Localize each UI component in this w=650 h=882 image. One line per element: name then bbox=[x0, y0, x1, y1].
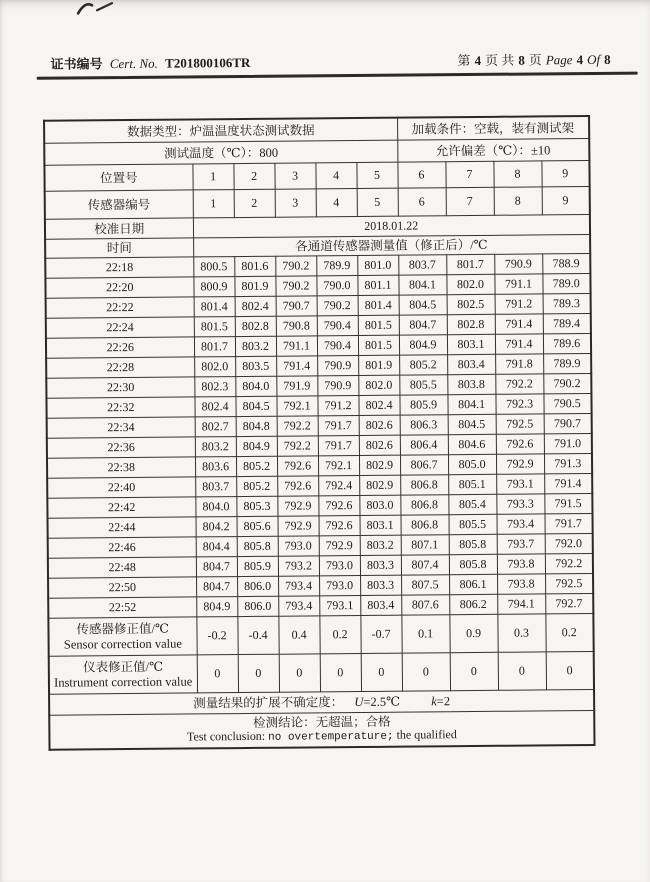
measurement-value: 802.0 bbox=[446, 274, 494, 294]
time-cell: 22:48 bbox=[48, 557, 196, 578]
measurement-value: 804.5 bbox=[448, 414, 496, 434]
measurement-value: 789.9 bbox=[543, 353, 591, 373]
measurement-value: 807.6 bbox=[401, 595, 449, 615]
measurement-value: 801.7 bbox=[194, 337, 235, 357]
test-temperature-cell: 测试温度（℃）：800 bbox=[44, 140, 397, 165]
measurement-value: 804.8 bbox=[236, 416, 277, 436]
calibration-date-label: 校准日期 bbox=[45, 218, 193, 239]
measurement-value: 789.6 bbox=[543, 333, 591, 353]
position-number: 9 bbox=[541, 160, 589, 186]
measurement-value: 805.0 bbox=[448, 454, 496, 474]
measurement-value: 792.9 bbox=[496, 454, 544, 474]
measurement-value: 790.9 bbox=[317, 376, 358, 396]
measurement-value: 804.9 bbox=[196, 597, 237, 617]
page-indicator bbox=[455, 49, 612, 69]
position-number: 5 bbox=[356, 162, 397, 188]
measurement-value: 805.5 bbox=[399, 375, 447, 395]
measurement-value: 793.0 bbox=[319, 575, 360, 595]
sensor-number: 5 bbox=[357, 188, 398, 216]
measurement-value: 805.8 bbox=[237, 536, 278, 556]
measurement-value: 790.0 bbox=[316, 276, 357, 296]
measurement-value: 804.0 bbox=[195, 497, 236, 517]
measurement-value: 791.7 bbox=[318, 416, 359, 436]
measurement-value: 803.6 bbox=[195, 457, 236, 477]
measurement-value: 789.4 bbox=[543, 313, 591, 333]
uncertainty-label: 测量结果的扩展不确定度： bbox=[193, 695, 344, 711]
position-number: 3 bbox=[274, 163, 315, 189]
sensor-correction-label-en: Sensor correction value bbox=[63, 636, 182, 652]
measurement-value: 791.1 bbox=[276, 336, 317, 356]
sensor-correction-label bbox=[48, 617, 196, 656]
measurement-value: 793.0 bbox=[319, 556, 360, 576]
measurement-value: 789.0 bbox=[542, 273, 590, 293]
measurement-value: 805.9 bbox=[399, 395, 447, 415]
measurement-value: 804.5 bbox=[235, 396, 276, 416]
uncertainty-k-symbol: k bbox=[431, 694, 437, 709]
test-data-table bbox=[43, 115, 595, 751]
measurement-value: 801.5 bbox=[194, 317, 235, 337]
measurement-value: 806.2 bbox=[449, 594, 497, 614]
measurement-value: 792.6 bbox=[496, 434, 544, 454]
measurement-value: 805.4 bbox=[448, 494, 496, 514]
measurement-value: 802.7 bbox=[195, 417, 236, 437]
measurement-value: 792.6 bbox=[319, 516, 360, 536]
measurement-value: 806.8 bbox=[400, 495, 448, 515]
sensor-number: 1 bbox=[193, 190, 234, 218]
measurement-value: 791.4 bbox=[276, 356, 317, 376]
page-en-label: Page bbox=[545, 52, 573, 68]
measurement-value: 792.5 bbox=[496, 414, 544, 434]
time-cell: 22:38 bbox=[47, 457, 195, 478]
measurement-value: 793.1 bbox=[496, 474, 544, 494]
data-type-cell: 数据类型：炉温温度状态测试数据 bbox=[44, 118, 397, 144]
calibration-date-value: 2018.01.22 bbox=[193, 214, 590, 237]
sensor-correction-value: 0.2 bbox=[319, 615, 360, 653]
sensor-number: 4 bbox=[316, 189, 357, 217]
measurement-value: 801.4 bbox=[194, 297, 235, 317]
measurement-value: 792.1 bbox=[318, 456, 359, 476]
measurement-value: 803.0 bbox=[359, 495, 400, 515]
measurement-value: 805.8 bbox=[449, 534, 497, 554]
sensor-correction-value: 0.3 bbox=[497, 614, 545, 652]
position-number: 7 bbox=[445, 161, 493, 187]
measurement-value: 806.0 bbox=[237, 596, 278, 616]
measurement-value: 804.1 bbox=[398, 275, 446, 295]
measurement-value: 803.4 bbox=[360, 595, 401, 615]
handwritten-mark bbox=[72, 0, 116, 16]
measurement-value: 803.7 bbox=[195, 477, 236, 497]
instrument-correction-value: 0 bbox=[197, 655, 238, 693]
measurement-value: 804.7 bbox=[196, 577, 237, 597]
measurement-value: 789.3 bbox=[543, 293, 591, 313]
measurement-value: 792.5 bbox=[545, 573, 593, 593]
uncertainty-k-value: =2 bbox=[436, 694, 451, 709]
measurement-value: 791.8 bbox=[495, 354, 543, 374]
measurement-value: 802.8 bbox=[235, 316, 276, 336]
measurement-value: 791.7 bbox=[318, 436, 359, 456]
time-cell: 22:26 bbox=[46, 337, 194, 358]
measurement-value: 791.1 bbox=[494, 274, 542, 294]
measurement-value: 802.5 bbox=[447, 294, 495, 314]
sensor-correction-value: -0.7 bbox=[360, 615, 401, 653]
measurement-value: 805.8 bbox=[449, 554, 497, 574]
measurement-value: 791.2 bbox=[317, 396, 358, 416]
measurement-value: 804.9 bbox=[399, 335, 447, 355]
measurement-value: 793.4 bbox=[278, 596, 319, 616]
measurement-value: 793.4 bbox=[278, 576, 319, 596]
measurement-value: 806.8 bbox=[400, 515, 448, 535]
measurement-value: 802.8 bbox=[447, 314, 495, 334]
instrument-correction-value: 0 bbox=[320, 653, 361, 691]
measurement-value: 801.1 bbox=[357, 275, 398, 295]
page-zh-2: 页 共 bbox=[484, 52, 515, 68]
instrument-correction-value: 0 bbox=[279, 654, 320, 692]
measurement-value: 791.0 bbox=[544, 433, 592, 453]
measurement-value: 805.2 bbox=[399, 355, 447, 375]
position-number: 1 bbox=[192, 164, 233, 190]
allowed-deviation-cell: 允许偏差（℃）：±10 bbox=[397, 138, 589, 162]
measurement-value: 794.1 bbox=[497, 594, 545, 614]
channel-header-cell: 各通道传感器测量值（修正后）/℃ bbox=[193, 234, 590, 256]
time-cell: 22:28 bbox=[46, 357, 194, 378]
measurement-value: 792.9 bbox=[277, 496, 318, 516]
measurement-value: 790.5 bbox=[543, 393, 591, 413]
conclusion-cell bbox=[49, 710, 594, 749]
time-cell: 22:50 bbox=[48, 577, 196, 598]
measurement-value: 804.4 bbox=[196, 537, 237, 557]
measurement-value: 807.4 bbox=[401, 555, 449, 575]
measurement-value: 788.9 bbox=[542, 253, 590, 273]
sensor-correction-row bbox=[48, 613, 593, 656]
time-rows bbox=[45, 253, 593, 618]
uncertainty-u-value: =2.5℃ bbox=[363, 694, 401, 709]
page-total: 8 bbox=[518, 52, 525, 68]
sensor-correction-value: -0.4 bbox=[237, 616, 278, 654]
page-total-en: 8 bbox=[603, 51, 611, 67]
measurement-value: 803.2 bbox=[360, 535, 401, 555]
measurement-value: 790.2 bbox=[275, 256, 316, 276]
sensor-number: 8 bbox=[494, 187, 542, 215]
time-cell: 22:24 bbox=[46, 317, 194, 338]
measurement-value: 792.6 bbox=[318, 496, 359, 516]
time-cell: 22:18 bbox=[45, 257, 193, 278]
measurement-value: 804.7 bbox=[399, 315, 447, 335]
measurement-value: 790.7 bbox=[544, 413, 592, 433]
measurement-value: 805.6 bbox=[237, 516, 278, 536]
measurement-value: 792.0 bbox=[545, 533, 593, 553]
measurement-value: 804.5 bbox=[399, 295, 447, 315]
conclusion-en-mono: no overtemperature; bbox=[268, 731, 394, 745]
measurement-value: 807.1 bbox=[401, 535, 449, 555]
measurement-value: 792.3 bbox=[495, 394, 543, 414]
measurement-value: 800.5 bbox=[193, 257, 234, 277]
measurement-value: 801.5 bbox=[358, 335, 399, 355]
measurement-value: 806.8 bbox=[400, 475, 448, 495]
measurement-value: 791.4 bbox=[495, 314, 543, 334]
measurement-value: 790.9 bbox=[494, 254, 542, 274]
time-cell: 22:34 bbox=[47, 417, 195, 438]
measurement-value: 793.4 bbox=[496, 514, 544, 534]
page-number: 4 bbox=[474, 52, 482, 68]
measurement-value: 803.7 bbox=[398, 255, 446, 275]
sensor-number: 7 bbox=[446, 187, 494, 215]
instrument-correction-value: 0 bbox=[498, 652, 546, 690]
measurement-value: 792.6 bbox=[277, 456, 318, 476]
sensor-number: 6 bbox=[398, 188, 446, 216]
page-of-label: Of bbox=[586, 51, 601, 67]
measurement-value: 791.9 bbox=[276, 376, 317, 396]
sensor-number: 2 bbox=[234, 189, 275, 217]
header-rule bbox=[37, 72, 638, 80]
time-cell: 22:44 bbox=[48, 517, 196, 538]
instrument-correction-value: 0 bbox=[361, 653, 402, 691]
measurement-value: 804.1 bbox=[447, 394, 495, 414]
sensor-correction-value: 0.2 bbox=[545, 613, 593, 651]
time-cell: 22:32 bbox=[46, 397, 194, 418]
time-cell: 22:36 bbox=[47, 437, 195, 458]
measurement-value: 802.0 bbox=[194, 357, 235, 377]
time-cell: 22:30 bbox=[46, 377, 194, 398]
sensor-correction-value: 0.9 bbox=[449, 614, 497, 652]
measurement-value: 803.2 bbox=[235, 336, 276, 356]
measurement-value: 804.0 bbox=[235, 376, 276, 396]
measurement-value: 790.8 bbox=[276, 316, 317, 336]
sensor-number: 3 bbox=[275, 189, 316, 217]
measurement-value: 805.2 bbox=[236, 456, 277, 476]
measurement-value: 790.2 bbox=[317, 296, 358, 316]
document-header bbox=[50, 49, 612, 73]
measurement-value: 792.2 bbox=[545, 553, 593, 573]
cert-number-value: T201800106TR bbox=[165, 54, 251, 71]
measurement-value: 801.5 bbox=[358, 315, 399, 335]
position-number: 2 bbox=[233, 163, 274, 189]
measurement-value: 801.7 bbox=[446, 254, 494, 274]
measurement-value: 790.2 bbox=[543, 373, 591, 393]
instrument-correction-row bbox=[49, 651, 594, 694]
measurement-value: 802.4 bbox=[194, 397, 235, 417]
instrument-correction-label-en: Instrument correction value bbox=[54, 673, 193, 690]
measurement-value: 804.2 bbox=[196, 517, 237, 537]
measurement-value: 805.1 bbox=[448, 474, 496, 494]
instrument-correction-value: 0 bbox=[546, 651, 594, 689]
measurement-value: 800.9 bbox=[193, 277, 234, 297]
measurement-value: 791.3 bbox=[544, 453, 592, 473]
measurement-value: 805.3 bbox=[236, 496, 277, 516]
time-label: 时间 bbox=[45, 238, 193, 258]
measurement-value: 791.4 bbox=[544, 473, 592, 493]
sensor-correction-value: -0.2 bbox=[196, 617, 237, 655]
sensor-correction-label-zh: 传感器修正值/℃ bbox=[76, 621, 170, 636]
instrument-correction-value: 0 bbox=[402, 653, 450, 691]
cert-label-en: Cert. No. bbox=[109, 55, 158, 72]
measurement-value: 802.6 bbox=[359, 415, 400, 435]
instrument-correction-label bbox=[49, 655, 197, 694]
conclusion-row bbox=[49, 710, 594, 749]
time-cell: 22:42 bbox=[47, 497, 195, 518]
instrument-correction-value: 0 bbox=[450, 652, 498, 690]
measurement-value: 792.7 bbox=[545, 593, 593, 613]
cert-label-zh: 证书编号 bbox=[50, 56, 103, 72]
measurement-value: 803.5 bbox=[235, 356, 276, 376]
measurement-value: 802.9 bbox=[359, 475, 400, 495]
measurement-value: 790.7 bbox=[276, 296, 317, 316]
measurement-value: 803.2 bbox=[195, 437, 236, 457]
measurement-value: 805.9 bbox=[237, 556, 278, 576]
position-number: 8 bbox=[493, 161, 541, 187]
position-number: 6 bbox=[397, 162, 445, 188]
page-zh-3: 页 bbox=[528, 52, 542, 68]
sensor-correction-value: 0.1 bbox=[401, 615, 449, 653]
measurement-value: 802.0 bbox=[358, 375, 399, 395]
measurement-value: 803.3 bbox=[360, 575, 401, 595]
measurement-value: 805.2 bbox=[236, 476, 277, 496]
measurement-value: 805.5 bbox=[448, 514, 496, 534]
instrument-correction-label-zh: 仪表修正值/℃ bbox=[83, 659, 164, 674]
sensor-number-label: 传感器编号 bbox=[45, 190, 193, 219]
measurement-value: 802.4 bbox=[358, 395, 399, 415]
conclusion-en-suffix: the qualified bbox=[396, 727, 457, 743]
measurement-value: 806.1 bbox=[449, 574, 497, 594]
conclusion-en-prefix: Test conclusion: bbox=[186, 729, 266, 744]
measurement-value: 804.7 bbox=[196, 557, 237, 577]
measurement-value: 802.4 bbox=[235, 296, 276, 316]
measurement-value: 792.2 bbox=[277, 436, 318, 456]
time-cell: 22:46 bbox=[48, 537, 196, 558]
measurement-value: 791.7 bbox=[544, 513, 592, 533]
measurement-value: 804.9 bbox=[236, 436, 277, 456]
measurement-value: 801.9 bbox=[234, 276, 275, 296]
measurement-value: 789.9 bbox=[316, 256, 357, 276]
sensor-number: 9 bbox=[542, 186, 590, 214]
measurement-value: 801.0 bbox=[357, 255, 398, 275]
conclusion-zh: 检测结论：无超温；合格 bbox=[252, 715, 391, 731]
measurement-value: 793.3 bbox=[496, 494, 544, 514]
measurement-value: 792.4 bbox=[318, 476, 359, 496]
measurement-value: 801.6 bbox=[234, 256, 275, 276]
measurement-value: 793.1 bbox=[319, 595, 360, 615]
measurement-value: 802.9 bbox=[359, 455, 400, 475]
measurement-value: 791.4 bbox=[495, 334, 543, 354]
measurement-value: 792.9 bbox=[278, 516, 319, 536]
page-zh-1: 第 bbox=[457, 53, 471, 69]
position-label: 位置号 bbox=[44, 164, 192, 191]
measurement-value: 793.8 bbox=[497, 574, 545, 594]
measurement-value: 802.6 bbox=[359, 435, 400, 455]
uncertainty-u-symbol: U bbox=[354, 694, 364, 710]
measurement-value: 793.7 bbox=[497, 534, 545, 554]
time-cell: 22:20 bbox=[45, 277, 193, 298]
measurement-value: 790.9 bbox=[317, 356, 358, 376]
measurement-value: 802.3 bbox=[194, 377, 235, 397]
measurement-value: 792.2 bbox=[495, 374, 543, 394]
page-number-en: 4 bbox=[576, 52, 584, 68]
measurement-value: 806.3 bbox=[400, 415, 448, 435]
measurement-value: 807.5 bbox=[401, 575, 449, 595]
measurement-value: 790.2 bbox=[275, 276, 316, 296]
measurement-value: 792.9 bbox=[319, 536, 360, 556]
measurement-value: 803.1 bbox=[359, 515, 400, 535]
measurement-value: 790.4 bbox=[317, 336, 358, 356]
measurement-value: 793.2 bbox=[278, 556, 319, 576]
measurement-value: 790.4 bbox=[317, 316, 358, 336]
measurement-value: 791.5 bbox=[544, 493, 592, 513]
measurement-value: 792.2 bbox=[277, 416, 318, 436]
load-condition-cell: 加载条件：空载，装有测试架 bbox=[397, 116, 589, 140]
measurement-value: 803.4 bbox=[447, 354, 495, 374]
measurement-value: 801.4 bbox=[358, 295, 399, 315]
instrument-correction-value: 0 bbox=[238, 654, 279, 692]
measurement-value: 803.8 bbox=[447, 374, 495, 394]
measurement-value: 806.0 bbox=[237, 576, 278, 596]
sensor-correction-value: 0.4 bbox=[278, 616, 319, 654]
measurement-value: 793.0 bbox=[278, 536, 319, 556]
measurement-value: 801.9 bbox=[358, 355, 399, 375]
measurement-value: 803.1 bbox=[447, 334, 495, 354]
measurement-value: 791.2 bbox=[495, 294, 543, 314]
measurement-value: 793.8 bbox=[497, 554, 545, 574]
position-number: 4 bbox=[315, 163, 356, 189]
measurement-value: 804.6 bbox=[448, 434, 496, 454]
time-cell: 22:40 bbox=[47, 477, 195, 498]
measurement-value: 803.3 bbox=[360, 555, 401, 575]
measurement-value: 792.6 bbox=[277, 476, 318, 496]
certificate-number bbox=[50, 52, 254, 73]
measurement-value: 806.4 bbox=[400, 435, 448, 455]
measurement-value: 806.7 bbox=[400, 455, 448, 475]
time-cell: 22:22 bbox=[46, 297, 194, 318]
time-cell: 22:52 bbox=[48, 597, 196, 618]
measurement-value: 792.1 bbox=[276, 396, 317, 416]
